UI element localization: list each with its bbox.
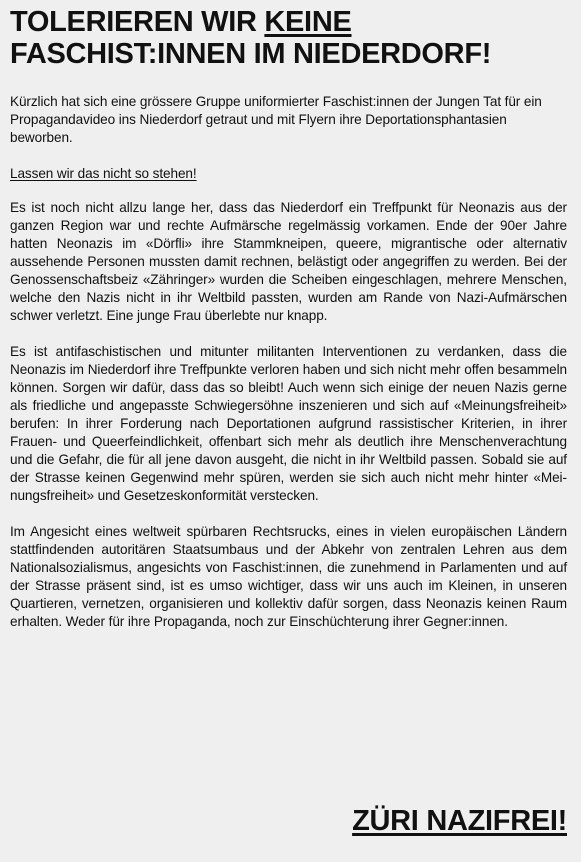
footer-slogan: ZÜRI NAZIFREI! <box>352 805 567 837</box>
headline <box>10 6 567 70</box>
headline-line1 <box>10 6 352 38</box>
body-paragraph-3: Im Angesicht eines weltweit spürbaren Rechtsrucks, eines in vielen europäischen Ländern stattfindenden autoritären Staatsumbaus und der Abkehr von zentralen Lehren aus dem Nationalsozialismus, angesichts von Faschist:innen, die zunehmend in Parlamenten und auf der Strasse präsent sind, ist es umso wichtiger, dass wir uns auch im Kleinen, in unseren Quartieren, vernetzen, organisieren und kollektiv dafür sorgen, dass Neonazis keinen Raum erhalten. Weder für ihre Propaganda, noch zur Einschüchterung ihrer Gegner:innen. <box>10 524 567 629</box>
subheading: Lassen wir das nicht so stehen! <box>10 166 197 181</box>
headline-emphasis: KEINE <box>264 6 352 38</box>
headline-line1-text: TOLERIEREN WIR <box>10 6 265 38</box>
headline-line2: FASCHIST:INNEN IM NIEDERDORF! <box>10 38 492 70</box>
intro-paragraph: Kürzlich hat sich eine grössere Gruppe uniformierter Faschist:innen der Jungen Tat für ein Propagandavideo ins Niederdorf getraut und mit Flyern ihre Deportationsphantasien beworben. <box>10 94 542 145</box>
body-paragraph-1: Es ist noch nicht allzu lange her, dass das Niederdorf ein Treffpunkt für Neonazis aus der ganzen Region war und rechte Aufmärsche regelmässig vorkamen. Ende der 90er Jahre hatten Neonazis im «Dörfli» ihre Stammkneipen, queere, migrantische oder alternativ aussehende Personen mussten damit rechnen, belästigt oder angegriffen zu werden. Bei der Genossenschaftsbeiz «Zähringer» wurden die Scheiben eingeschlagen, mehrere Menschen, welche den Nazis nicht in ihr Weltbild passten, wurden am Rande von Nazi-Aufmärschen schwer verletzt. Eine junge Frau überlebte nur knapp. <box>10 200 567 323</box>
body-paragraph-2: Es ist antifaschistischen und mitunter militanten Interventionen zu verdanken, dass die Neonazis im Niederdorf ihre Treffpunkte verloren haben und sich nicht mehr offen besammeln können. Sorgen wir dafür, dass das so bleibt! Auch wenn sich einige der neuen Nazis gerne als friedliche und angepasste Schwiegersöhne inszenieren und sich auf «Meinungsfreiheit» berufen: In ihrer Forderung nach Deportationen aufgrund rassistischer Kriterien, in ihrer Frauen- und Queerfeindlichkeit, offenbart sich mehr als deutlich ihre Menschenverachtung und die Gefahr, die für all jene davon ausgeht, die nicht in ihr Weltbild passen. Sobald sie auf der Strasse keinen Gegenwind mehr spüren, werden sie sich auch nicht mehr hinter «Meinungsfreiheit» und Gesetzeskonformität verstecken. <box>10 344 567 503</box>
